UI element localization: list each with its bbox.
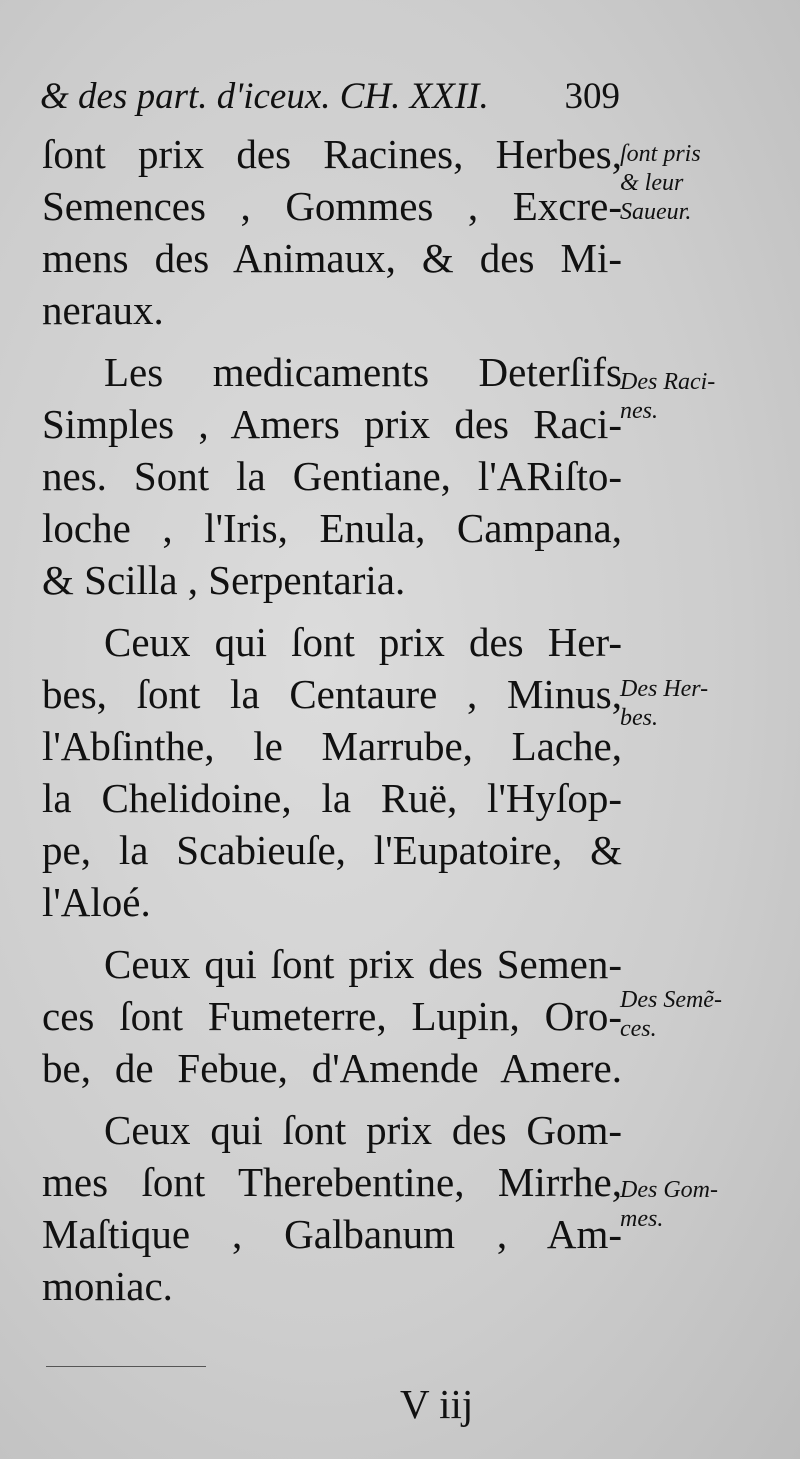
signature-mark: V iij — [400, 1381, 474, 1427]
text-line-22: moniac. — [42, 1263, 173, 1309]
margin-note-4 — [620, 986, 795, 1044]
margin-note-line: bes. — [620, 705, 658, 731]
text-line-18: be, de Febue, d'Amende Amere. — [42, 1045, 622, 1091]
body-text — [42, 128, 622, 1312]
page-number: 309 — [564, 76, 620, 117]
text-line-15: l'Aloé. — [42, 879, 151, 925]
text-line-10: Ceux qui ſont prix des Her- — [104, 619, 622, 665]
text-line-17: ces ſont Fumeterre, Lupin, Oro- — [42, 993, 622, 1039]
margin-note-line: Des Raci- — [620, 369, 716, 395]
running-title: & des part. d'iceux. CH. XXII. — [40, 76, 489, 117]
running-header — [40, 74, 620, 120]
text-line-8: loche , l'Iris, Enula, Campana, — [42, 505, 622, 551]
text-line-19: Ceux qui ſont prix des Gom- — [104, 1107, 622, 1153]
text-line-7: nes. Sont la Gentiane, l'ARiſto- — [42, 453, 622, 499]
margin-note-line: Saueur. — [620, 199, 692, 225]
margin-note-line: ſont pris — [620, 141, 701, 167]
margin-note-5 — [620, 1176, 795, 1234]
text-line-6: Simples , Amers prix des Raci- — [42, 401, 622, 447]
margin-notes — [620, 0, 795, 1459]
text-line-16: Ceux qui ſont prix des Semen- — [104, 941, 622, 987]
footer-rule — [46, 1366, 206, 1367]
text-line-1: ſont prix des Racines, Herbes, — [42, 131, 622, 177]
text-line-3: mens des Animaux, & des Mi- — [42, 235, 622, 281]
text-line-12: l'Abſinthe, le Marrube, Lache, — [42, 723, 622, 769]
text-line-5: Les medicaments Deterſifs — [104, 349, 622, 395]
margin-note-3 — [620, 675, 795, 733]
margin-note-line: Des Gom- — [620, 1177, 718, 1203]
text-line-2: Semences , Gommes , Excre- — [42, 183, 622, 229]
text-line-11: bes, ſont la Centaure , Minus, — [42, 671, 622, 717]
margin-note-2 — [620, 368, 795, 426]
margin-note-line: ces. — [620, 1016, 657, 1042]
margin-note-line: Des Her- — [620, 676, 709, 702]
text-line-9: & Scilla , Serpentaria. — [42, 557, 406, 603]
margin-note-1 — [620, 140, 795, 227]
margin-note-line: Des Semẽ- — [620, 987, 722, 1013]
text-line-13: la Chelidoine, la Ruë, l'Hyſop- — [42, 775, 622, 821]
margin-note-line: mes. — [620, 1206, 664, 1232]
text-line-14: pe, la Scabieuſe, l'Eupatoire, & — [42, 827, 622, 873]
text-line-4: neraux. — [42, 287, 164, 333]
margin-note-line: nes. — [620, 398, 658, 424]
margin-note-line: & leur — [620, 170, 684, 196]
text-line-21: Maſtique , Galbanum , Am- — [42, 1211, 622, 1257]
text-line-20: mes ſont Therebentine, Mirrhe, — [42, 1159, 622, 1205]
